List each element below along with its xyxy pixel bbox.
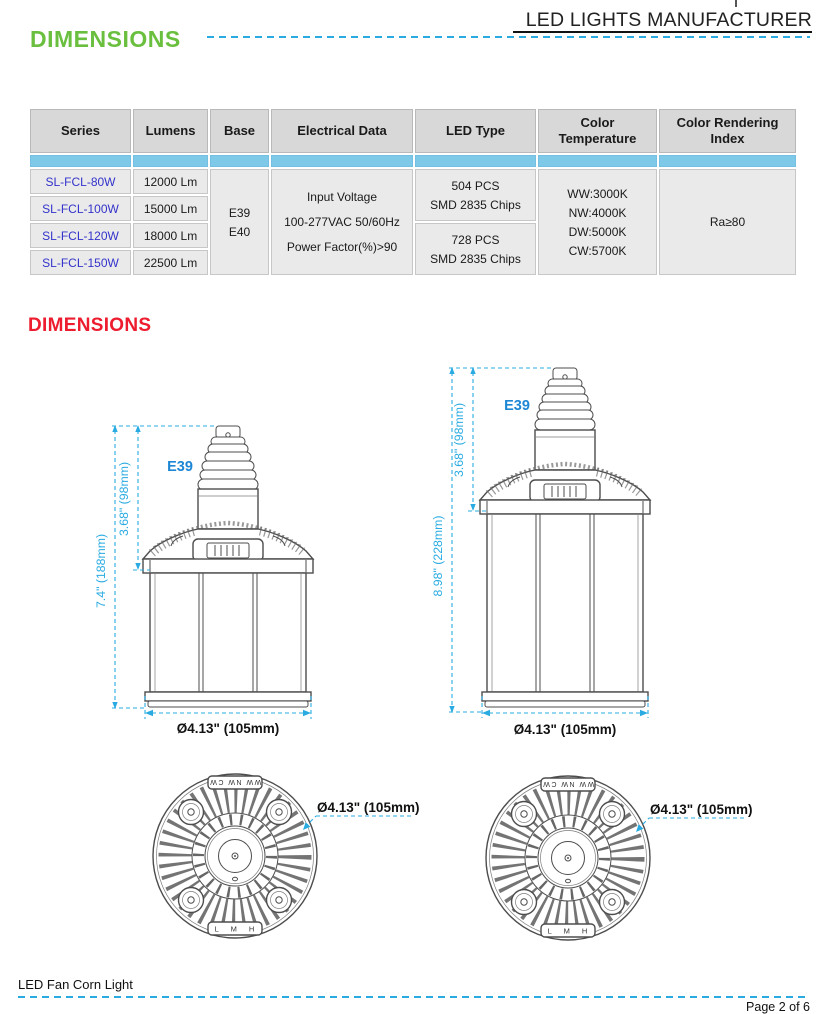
bottom-view-left [145,764,455,954]
band-cell [415,155,536,167]
page-section-title: DIMENSIONS [30,26,181,52]
led-type-cell-504: 504 PCS SMD 2835 Chips [415,169,536,221]
footer-product-name: LED Fan Corn Light [18,977,133,992]
page-number: Page 2 of 6 [746,1000,810,1014]
col-header-electrical: Electrical Data [271,109,413,153]
base-cell: E39 E40 [210,169,269,275]
socket-height-dimension: 3.68" (98mm) [117,461,131,537]
col-header-color-temp: Color Temperature [538,109,657,153]
band-cell [30,155,131,167]
spec-table-header-row [30,109,796,153]
band-cell [210,155,269,167]
lamp-large-drawing [480,368,650,707]
col-header-led-type: LED Type [415,109,536,153]
series-cell: SL-FCL-120W [30,223,131,248]
socket-neck [198,489,258,529]
diameter-dimension: Ø4.13" (105mm) [513,722,617,737]
socket-height-dimension: 3.68" (98mm) [452,402,466,478]
color-temperature-cell: WW:3000K NW:4000K DW:5000K CW:5700K [538,169,657,275]
band-cell [659,155,796,167]
diameter-dimension: Ø4.13" (105mm) [317,800,420,815]
spec-table [28,107,798,277]
col-header-lumens: Lumens [133,109,208,153]
header-dashed-divider [207,36,810,38]
color-switch-label: WW NW CW [208,778,262,785]
electrical-data-cell: Input Voltage 100-277VAC 50/60Hz Power Factor(%)>90 [271,169,413,275]
diameter-dimension: Ø4.13" (105mm) [176,721,280,736]
socket-neck [535,430,595,470]
shoulder-rim [480,500,650,514]
lumens-cell: 12000 Lm [133,169,208,194]
shoulder-rim [143,559,313,573]
color-switch-label: WW NW CW [541,780,595,787]
bottom-cap [482,692,648,701]
screw-tip [553,368,577,380]
lumens-cell: 15000 Lm [133,196,208,221]
bottom-cap [145,692,311,701]
diameter-dimension: Ø4.13" (105mm) [650,802,753,817]
selector-switch [530,480,600,502]
base-type-label: E39 [504,398,530,414]
band-cell [271,155,413,167]
fan-bottom-drawing [486,776,650,940]
series-cell: SL-FCL-150W [30,250,131,275]
company-name: LED LIGHTS MANUFACTURER [525,9,812,31]
total-height-dimension: 8.98" (228mm) [431,515,445,597]
table-row [30,169,796,194]
lamp-large-side-view [433,356,713,756]
lumens-cell: 18000 Lm [133,223,208,248]
finned-body [150,573,306,692]
led-type-cell-728: 728 PCS SMD 2835 Chips [415,223,536,275]
band-cell [538,155,657,167]
col-header-cri: Color Rendering Index [659,109,796,153]
lumens-cell: 22500 Lm [133,250,208,275]
blue-band-row [30,155,796,167]
lamp-small-side-view [95,413,345,743]
screw-threads [198,437,258,490]
col-header-series: Series [30,109,131,153]
col-header-base: Base [210,109,269,153]
fan-bottom-drawing [153,774,317,938]
bottom-cap-lip [485,701,645,707]
power-switch-label: L M H [547,926,593,936]
screw-threads [535,379,595,430]
total-height-dimension: 7.4" (188mm) [94,533,108,609]
bottom-view-right-dimension [636,802,752,832]
series-cell: SL-FCL-80W [30,169,131,194]
company-underline [513,31,812,33]
power-switch-label: L M H [214,924,260,934]
logo-remnant-mark [735,0,737,7]
band-cell [133,155,208,167]
finned-body [487,514,643,692]
spec-table-container [28,107,798,277]
dimensions-section-title: DIMENSIONS [28,315,152,336]
base-type-label: E39 [167,459,193,475]
bottom-view-left-dimension [303,800,419,830]
bottom-view-right [478,766,788,956]
bottom-cap-lip [148,701,308,707]
selector-switch [193,539,263,561]
screw-tip [216,426,240,438]
cri-cell: Ra≥80 [659,169,796,275]
footer-dashed-divider [18,996,810,998]
series-cell: SL-FCL-100W [30,196,131,221]
